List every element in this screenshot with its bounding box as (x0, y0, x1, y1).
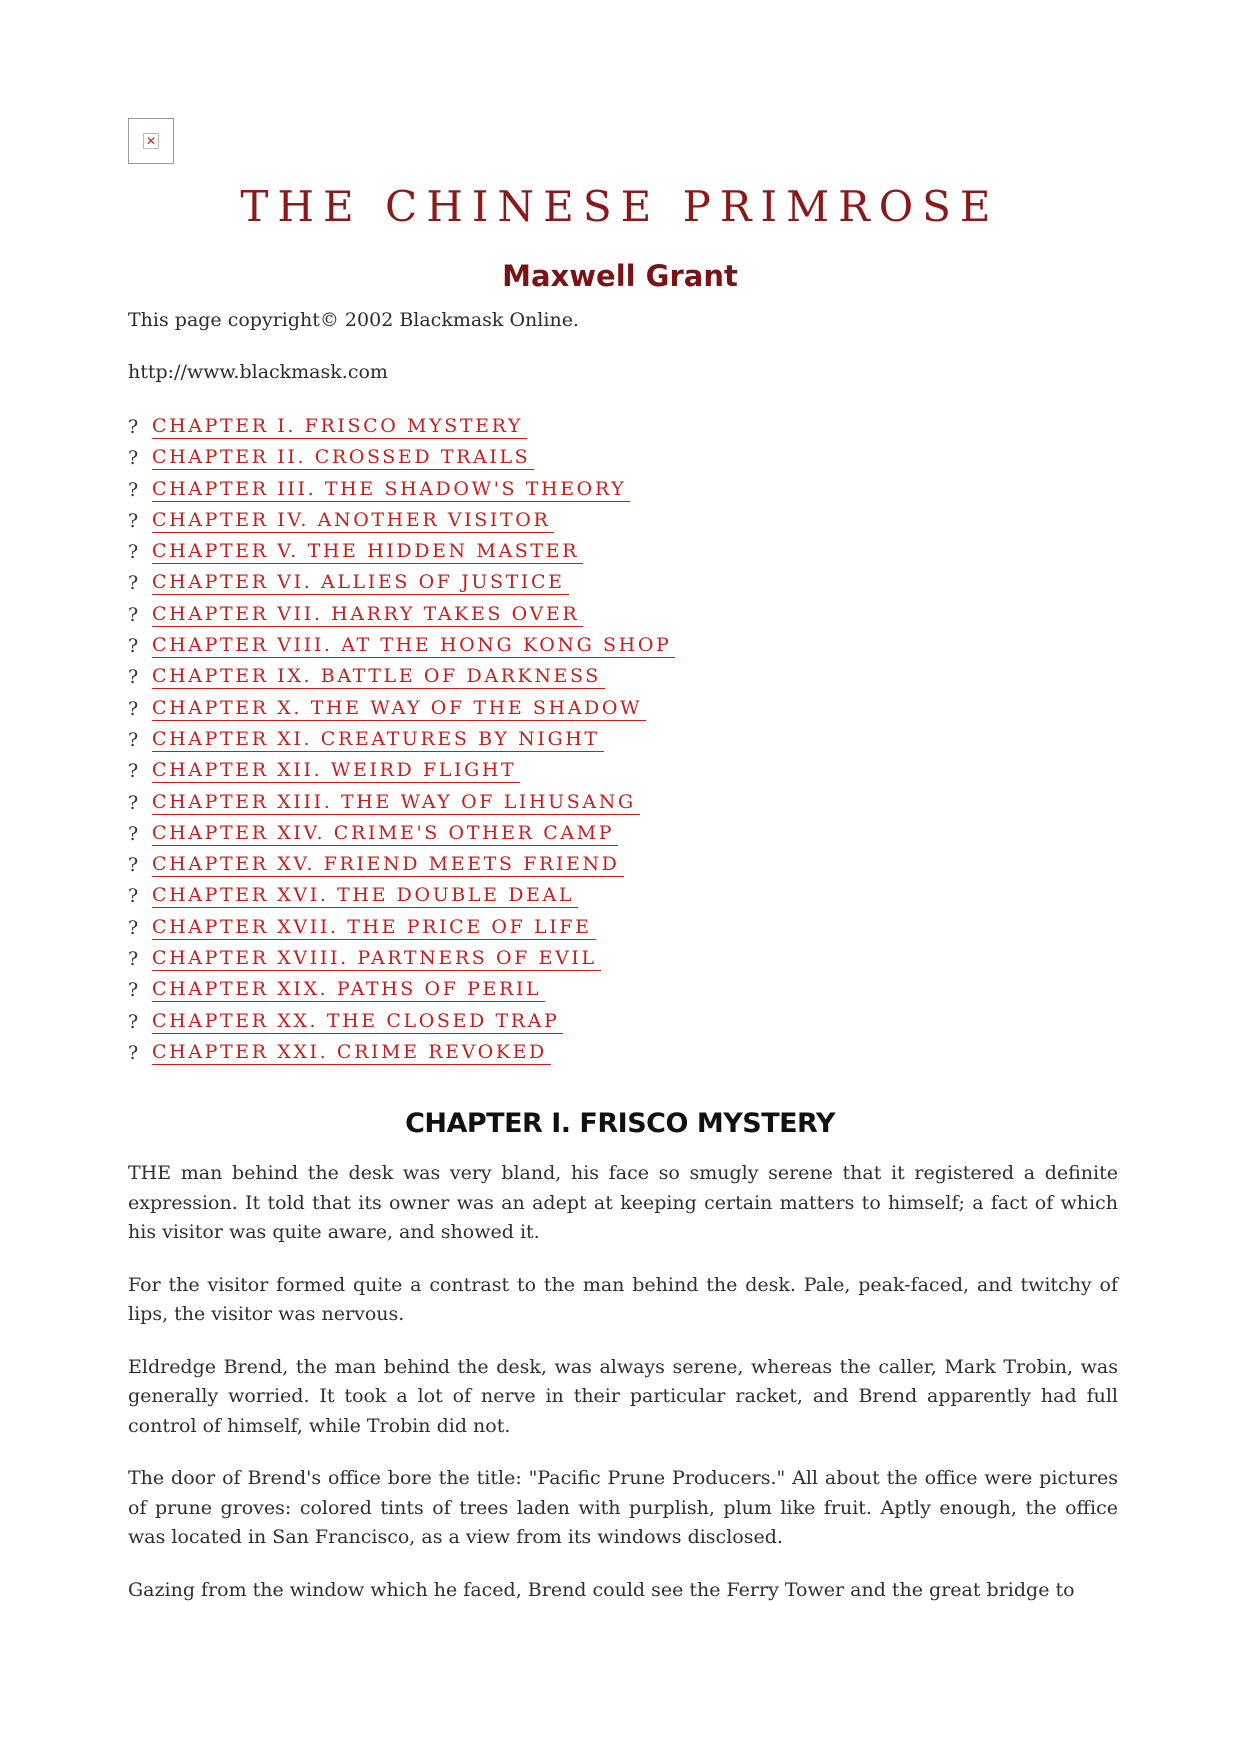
close-icon: ✕ (143, 133, 159, 149)
toc-item (128, 508, 675, 539)
toc-bullet: ? (128, 603, 139, 626)
toc-item (128, 946, 675, 977)
toc-chapter-link[interactable]: CHAPTER X. THE WAY OF THE SHADOW (152, 696, 646, 721)
toc-bullet: ? (128, 541, 139, 564)
toc-bullet: ? (128, 697, 139, 720)
chapter-heading: CHAPTER I. FRISCO MYSTERY (405, 1108, 835, 1139)
paragraph: For the visitor formed quite a contrast to the man behind the desk. Pale, peak-faced, and twitchy of lips, the visitor was nervous. (128, 1273, 1118, 1325)
chapter-body (128, 1159, 1118, 1628)
toc-bullet: ? (128, 760, 139, 783)
toc-item (128, 1009, 675, 1040)
toc-item (128, 852, 675, 883)
toc-chapter-link[interactable]: CHAPTER XX. THE CLOSED TRAP (152, 1009, 563, 1034)
toc-chapter-link[interactable]: CHAPTER V. THE HIDDEN MASTER (152, 539, 583, 564)
toc-bullet: ? (128, 447, 139, 470)
paragraph: Gazing from the window which he faced, Brend could see the Ferry Tower and the great bridge to (128, 1578, 1075, 1601)
toc-chapter-link[interactable]: CHAPTER II. CROSSED TRAILS (152, 445, 534, 470)
toc-bullet: ? (128, 1041, 139, 1064)
toc-item (128, 539, 675, 570)
toc-bullet: ? (128, 885, 139, 908)
toc-item (128, 821, 675, 852)
toc-item (128, 570, 675, 601)
toc-bullet: ? (128, 478, 139, 501)
toc-chapter-link[interactable]: CHAPTER XII. WEIRD FLIGHT (152, 758, 520, 783)
toc-chapter-link[interactable]: CHAPTER XIV. CRIME'S OTHER CAMP (152, 821, 618, 846)
table-of-contents (128, 414, 675, 1071)
toc-chapter-link[interactable]: CHAPTER VIII. AT THE HONG KONG SHOP (152, 633, 675, 658)
author-name: Maxwell Grant (502, 259, 738, 293)
toc-bullet: ? (128, 666, 139, 689)
copyright-notice: This page copyright© 2002 Blackmask Online. (128, 309, 579, 331)
toc-chapter-link[interactable]: CHAPTER XV. FRIEND MEETS FRIEND (152, 852, 624, 877)
toc-bullet: ? (128, 979, 139, 1002)
document-title: THE CHINESE PRIMROSE (240, 182, 1000, 231)
toc-chapter-link[interactable]: CHAPTER I. FRISCO MYSTERY (152, 414, 527, 439)
toc-chapter-link[interactable]: CHAPTER IV. ANOTHER VISITOR (152, 508, 554, 533)
toc-chapter-link[interactable]: CHAPTER III. THE SHADOW'S THEORY (152, 477, 630, 502)
toc-chapter-link[interactable]: CHAPTER XVI. THE DOUBLE DEAL (152, 883, 578, 908)
toc-chapter-link[interactable]: CHAPTER XIX. PATHS OF PERIL (152, 977, 545, 1002)
paragraph: The door of Brend's office bore the title: "Pacific Prune Producers." All about the office were pictures of prune groves: colored tints of trees laden with purplish, plum like fruit. Aptly enough, the office was located in San Francisco, as a view from its windows disclosed. (128, 1467, 1118, 1548)
toc-item (128, 414, 675, 445)
toc-bullet: ? (128, 416, 139, 438)
toc-chapter-link[interactable]: CHAPTER XXI. CRIME REVOKED (152, 1040, 551, 1065)
toc-bullet: ? (128, 791, 139, 814)
toc-bullet: ? (128, 854, 139, 877)
toc-chapter-link[interactable]: CHAPTER XVII. THE PRICE OF LIFE (152, 915, 596, 940)
toc-item (128, 915, 675, 946)
source-url: http://www.blackmask.com (128, 361, 388, 383)
toc-chapter-link[interactable]: CHAPTER VI. ALLIES OF JUSTICE (152, 570, 569, 595)
toc-chapter-link[interactable]: CHAPTER XI. CREATURES BY NIGHT (152, 727, 604, 752)
toc-chapter-link[interactable]: CHAPTER XIII. THE WAY OF LIHUSANG (152, 790, 640, 815)
toc-bullet: ? (128, 916, 139, 939)
toc-bullet: ? (128, 948, 139, 971)
toc-bullet: ? (128, 728, 139, 751)
paragraph: Eldredge Brend, the man behind the desk, was always serene, whereas the caller, Mark Trobin, was generally worried. It took a lot of nerve in their particular racket, and Brend apparently had full control of himself, while Trobin did not. (128, 1355, 1118, 1437)
toc-item (128, 758, 675, 789)
toc-bullet: ? (128, 572, 139, 595)
toc-chapter-link[interactable]: CHAPTER VII. HARRY TAKES OVER (152, 602, 583, 627)
toc-item (128, 977, 675, 1008)
toc-item (128, 790, 675, 821)
toc-chapter-link[interactable]: CHAPTER IX. BATTLE OF DARKNESS (152, 664, 605, 689)
toc-item (128, 633, 675, 664)
toc-item (128, 883, 675, 914)
toc-item (128, 1040, 675, 1071)
toc-bullet: ? (128, 822, 139, 845)
paragraph: THE man behind the desk was very bland, his face so smugly serene that it registered a definite expression. It told that its owner was an adept at keeping certain matters to himself; a fact of which his visitor was quite aware, and showed it. (128, 1162, 1118, 1243)
toc-item (128, 727, 675, 758)
toc-bullet: ? (128, 635, 139, 658)
broken-image-icon (128, 118, 174, 164)
toc-item (128, 445, 675, 476)
toc-item (128, 602, 675, 633)
toc-chapter-link[interactable]: CHAPTER XVIII. PARTNERS OF EVIL (152, 946, 601, 971)
toc-item (128, 696, 675, 727)
toc-item (128, 664, 675, 695)
toc-bullet: ? (128, 509, 139, 532)
toc-bullet: ? (128, 1010, 139, 1033)
toc-item (128, 477, 675, 508)
